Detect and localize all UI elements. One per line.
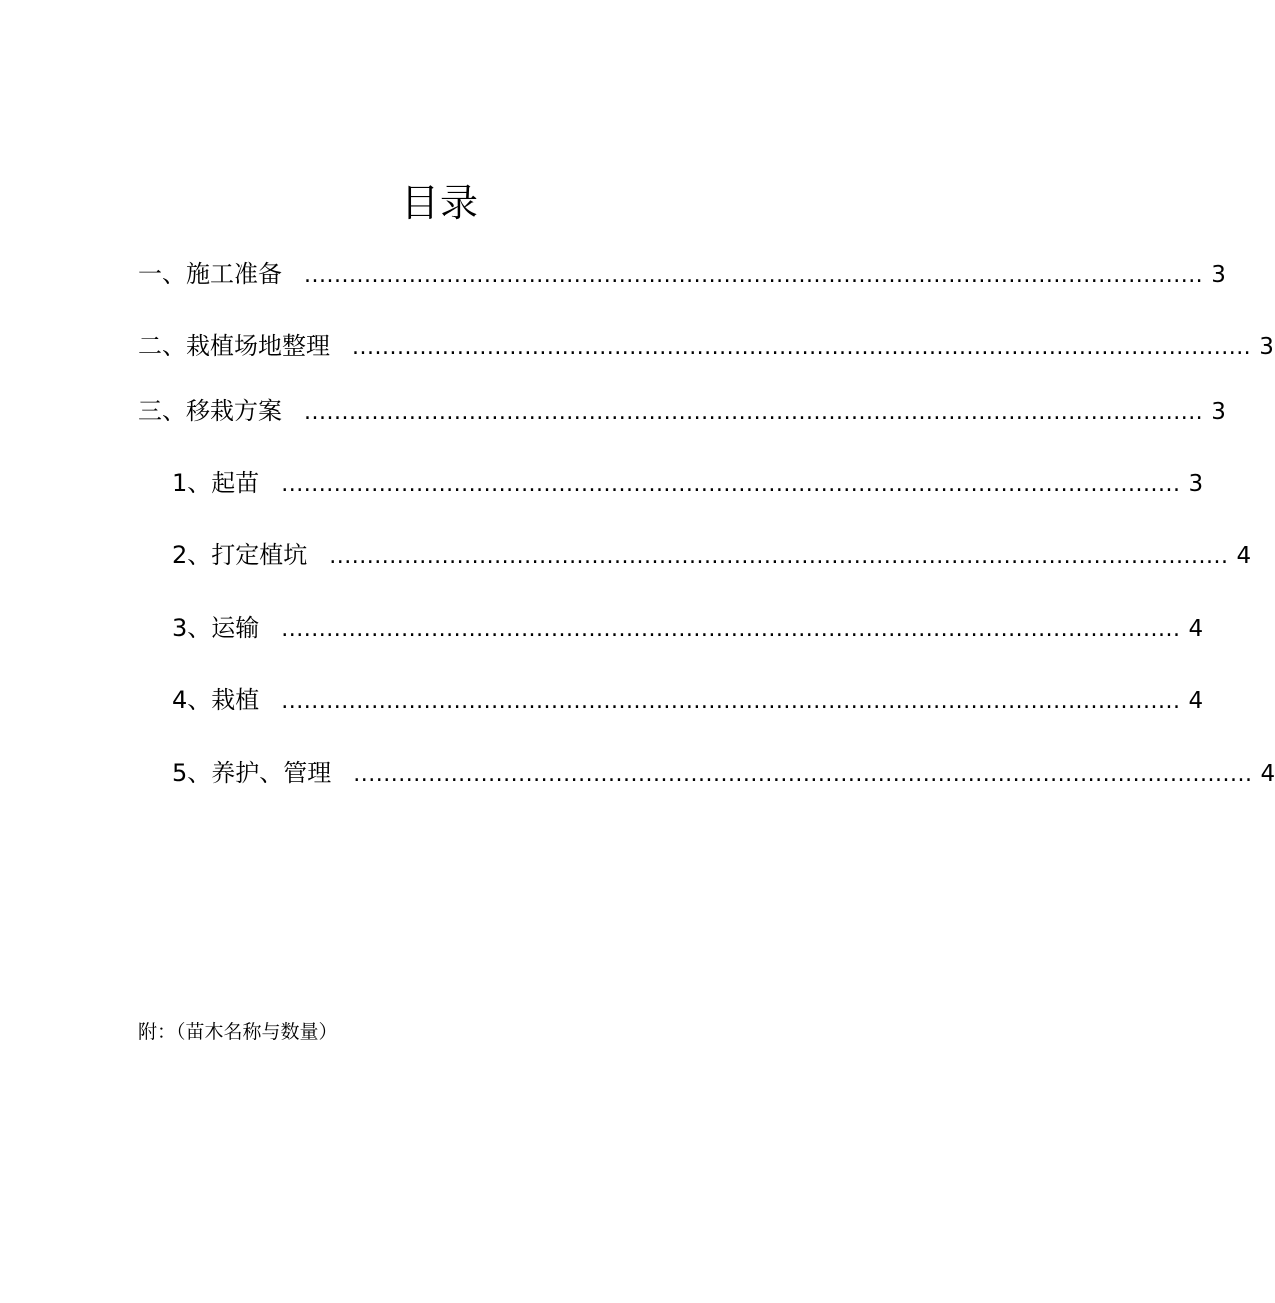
toc-entry[interactable] — [172, 682, 1204, 718]
toc-entry-label: 3、运输 — [172, 614, 260, 642]
toc-dot-leader: ........................................................................................................................ — [281, 472, 1181, 497]
toc-page-number: 4 — [1188, 688, 1204, 714]
toc-page-number: 4 — [1236, 543, 1252, 569]
toc-page-number: 3 — [1211, 262, 1226, 288]
toc-dot-leader: ........................................................................................................................ — [281, 689, 1181, 714]
toc-entry[interactable] — [138, 393, 1226, 429]
toc-page-number: 4 — [1188, 616, 1204, 642]
toc-dot-leader: ........................................................................................................................ — [352, 335, 1252, 360]
toc-entry-label: 三、移栽方案 — [138, 397, 282, 425]
toc-title: 目录 — [400, 181, 479, 225]
toc-entry-label: 2、打定植坑 — [172, 541, 308, 569]
toc-entry-label: 1、起苗 — [172, 469, 260, 497]
toc-entry[interactable] — [172, 537, 1252, 573]
toc-entry-label: 4、栽植 — [172, 686, 260, 714]
toc-entry[interactable] — [172, 610, 1204, 646]
toc-entry[interactable] — [138, 256, 1226, 292]
toc-entry[interactable] — [172, 755, 1275, 791]
toc-page-number: 3 — [1259, 334, 1274, 360]
toc-dot-leader: ........................................................................................................................ — [304, 400, 1204, 425]
toc-dot-leader: ........................................................................................................................ — [353, 762, 1253, 787]
toc-page-number: 3 — [1211, 399, 1226, 425]
toc-dot-leader: ........................................................................................................................ — [281, 617, 1181, 642]
toc-entry-label: 一、施工准备 — [138, 260, 282, 288]
appendix-note: 附：（苗木名称与数量） — [138, 1021, 338, 1043]
toc-page-number: 4 — [1260, 761, 1275, 787]
toc-entry[interactable] — [138, 328, 1274, 364]
toc-page-number: 3 — [1188, 471, 1204, 497]
toc-entry-label: 二、栽植场地整理 — [138, 332, 330, 360]
toc-entry[interactable] — [172, 465, 1204, 501]
toc-dot-leader: ........................................................................................................................ — [329, 544, 1229, 569]
toc-entry-label: 5、养护、管理 — [172, 759, 332, 787]
toc-dot-leader: ........................................................................................................................ — [304, 263, 1204, 288]
